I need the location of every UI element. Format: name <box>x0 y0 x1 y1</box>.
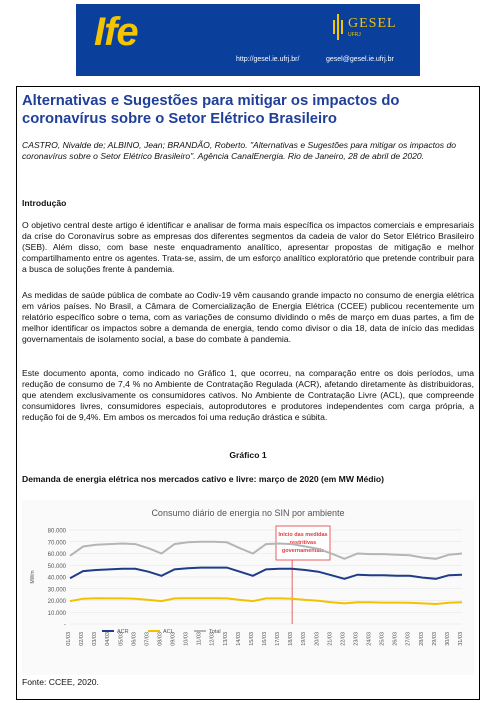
y-tick-label: - <box>64 622 66 629</box>
consumption-chart <box>22 500 474 675</box>
ife-logo: Ife <box>94 10 138 54</box>
x-tick-label: 26/03 <box>392 632 399 646</box>
x-tick-label: 15/03 <box>248 632 255 646</box>
x-tick-label: 29/03 <box>431 632 438 646</box>
figure-source: Fonte: CCEE, 2020. <box>22 677 99 687</box>
y-tick-label: 30.000 <box>47 587 66 594</box>
x-tick-label: 31/03 <box>458 632 464 646</box>
x-tick-label: 21/03 <box>327 632 334 646</box>
x-tick-label: 22/03 <box>340 632 347 646</box>
gesel-logo-text: GESEL <box>348 16 397 31</box>
x-tick-label: 08/03 <box>157 632 164 646</box>
x-tick-label: 27/03 <box>405 632 412 646</box>
paragraph-2: As medidas de saúde pública de combate ao Codiv-19 vêm causando grande impacto no consumo de energia elétrica em vários países. No Brasil, a Câmara de Comercialização de Energia Elétrica (CCEE) publicou recentemente um relatório específico sobre o tema, com as variações de consumo dividindo o mês de março em duas partes, a fim de melhor identificar os impactos sobre a demanda de energia, tendo como divisor o dia 18, data de início das medidas governamentais de isolamento social, a base do combate à pandemia. <box>22 290 474 344</box>
y-tick-label: 80.000 <box>47 528 66 535</box>
x-tick-label: 14/03 <box>235 632 242 646</box>
header-banner <box>76 4 420 76</box>
x-tick-label: 12/03 <box>209 632 216 646</box>
email-link[interactable]: gesel@gesel.ie.ufrj.br <box>326 56 394 63</box>
article-citation: CASTRO, Nivalde de; ALBINO, Jean; BRANDÃO, Roberto. "Alternativas e Sugestões para mitigar os impactos do coronavírus sobre o Setor Elétrico Brasileiro". Agência CanalEnergia. Rio de Janeiro, 28 de abril de 2020. <box>22 140 457 161</box>
y-tick-label: 20.000 <box>47 599 66 605</box>
gesel-logo <box>332 14 397 40</box>
x-tick-label: 03/03 <box>92 632 99 646</box>
x-tick-label: 25/03 <box>379 632 386 646</box>
x-tick-label: 28/03 <box>418 632 425 646</box>
legend-label-acl: ACL <box>163 629 174 635</box>
x-tick-label: 18/03 <box>288 632 295 646</box>
x-tick-label: 20/03 <box>314 632 321 646</box>
x-tick-label: 11/03 <box>196 632 203 646</box>
paragraph-3: Este documento aponta, como indicado no Gráfico 1, que ocorreu, na comparação entre os dois períodos, uma redução de consumo de 7,4 % no Ambiente de Contratação Regulada (ACR), afetando diretamente às distribuidoras, que atendem exclusivamente os consumidores cativos. No Ambiente de Contratação Livre (ACL), que compreende consumidores livres, consumidores especiais, autoprodutores e produtores independentes com carga própria, a redução foi de 9,4%. Em ambos os mercados foi uma redução drástica e súbita. <box>22 368 474 422</box>
intro-heading: Introdução <box>22 198 67 208</box>
chart-title: Consumo diário de energia no SIN por ambiente <box>151 508 345 518</box>
x-tick-label: 05/03 <box>118 632 125 646</box>
y-tick-label: 60.000 <box>47 552 66 558</box>
legend-label-total: Total <box>209 629 221 635</box>
x-tick-label: 17/03 <box>275 632 282 646</box>
site-url-link[interactable]: http://gesel.ie.ufrj.br/ <box>236 56 300 63</box>
series-line-acl <box>70 598 462 604</box>
series-line-total <box>70 542 462 559</box>
x-tick-label: 23/03 <box>353 632 360 646</box>
x-tick-label: 19/03 <box>301 632 308 646</box>
x-tick-label: 01/03 <box>66 632 72 646</box>
figure-caption: Demanda de energia elétrica nos mercados cativo e livre: março de 2020 (em MW Médio) <box>22 474 385 484</box>
x-tick-label: 24/03 <box>366 632 373 646</box>
annotation-text: restritivas <box>289 540 317 546</box>
figure-label: Gráfico 1 <box>229 450 267 460</box>
annotation-text: Início das medidas <box>278 532 328 538</box>
paragraph-1: O objetivo central deste artigo é identificar e analisar de forma mais específica os impactos comerciais e empresariais da crise do Coronavírus sobre as empresas dos diferentes segmentos da cadeia de valor do Setor Elétrico Brasileiro (SEB). Além disso, com base neste enquadramento analítico, apresentar propostas de mitigação e melhor compartilhamento entre os agentes. Trata-se, assim, de um esforço analítico exploratório que pretende contribuir para a busca de soluções frente à pandemia. <box>22 220 474 274</box>
x-tick-label: 06/03 <box>131 632 138 646</box>
legend-label-acr: ACR <box>117 629 129 635</box>
y-tick-label: 10.000 <box>47 610 66 617</box>
y-tick-label: 40.000 <box>47 575 66 582</box>
x-tick-label: 09/03 <box>170 632 177 646</box>
x-tick-label: 16/03 <box>262 632 268 646</box>
article-title: Alternativas e Sugestões para mitigar os impactos do coronavírus sobre o Setor Elétrico Brasileiro <box>22 93 400 127</box>
x-tick-label: 07/03 <box>144 632 151 646</box>
x-tick-label: 30/03 <box>444 632 451 646</box>
y-tick-label: 70.000 <box>47 540 66 547</box>
annotation-text: governamentais <box>281 548 325 554</box>
x-tick-label: 13/03 <box>222 632 229 646</box>
y-axis-label: MWm <box>30 570 36 584</box>
y-tick-label: 50.000 <box>47 563 66 570</box>
x-tick-label: 04/03 <box>105 632 112 646</box>
chart-svg <box>22 500 474 675</box>
gesel-emblem-icon <box>332 14 344 40</box>
x-tick-label: 02/03 <box>79 632 86 646</box>
ufrj-logo-text: UFRJ <box>348 32 361 38</box>
x-tick-label: 10/03 <box>183 632 190 646</box>
